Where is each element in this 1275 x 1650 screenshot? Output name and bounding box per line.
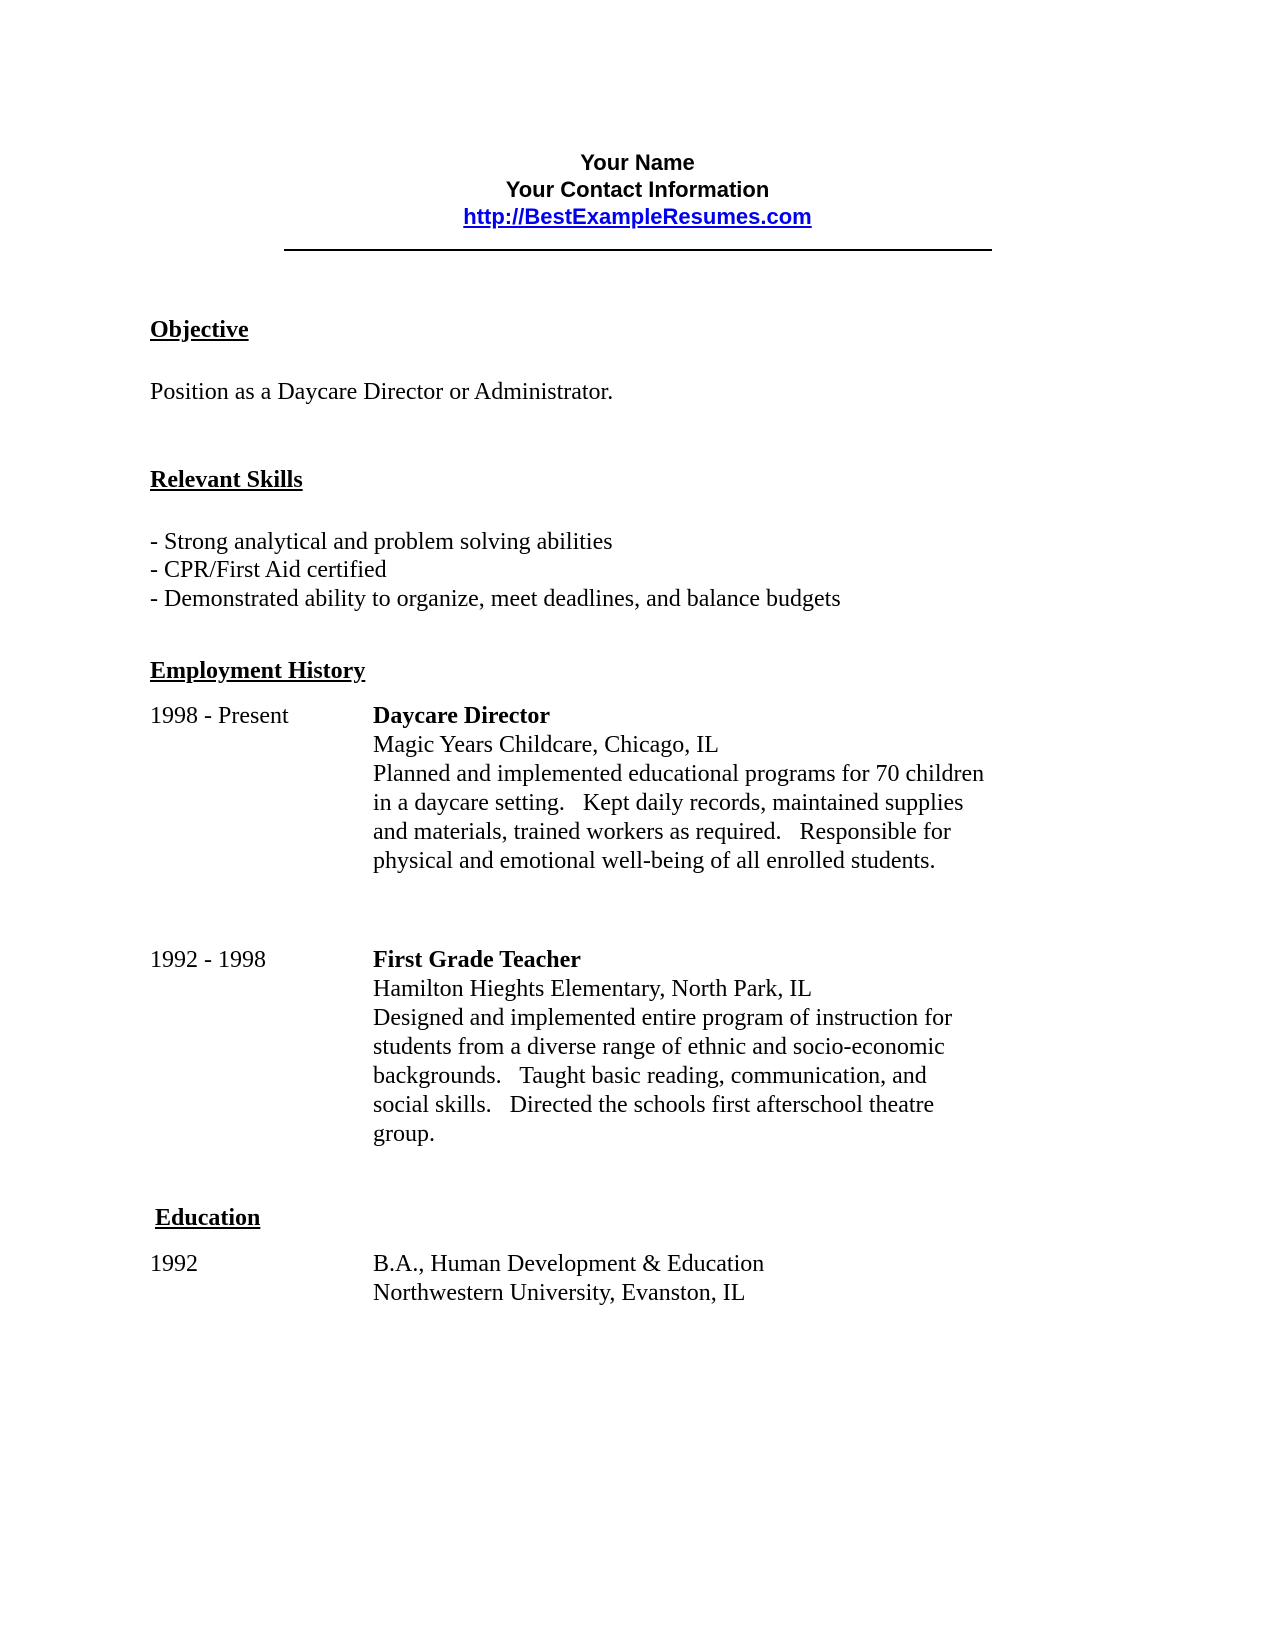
job-title: First Grade Teacher — [373, 947, 581, 973]
job-description-line: backgrounds. Taught basic reading, communication, and — [373, 1063, 927, 1089]
job-description-line: social skills. Directed the schools first afterschool theatre — [373, 1092, 935, 1118]
skill-item: - Demonstrated ability to organize, meet deadlines, and balance budgets — [150, 586, 841, 612]
job-dates: 1992 - 1998 — [150, 947, 266, 973]
job-description-line: Planned and implemented educational programs for 70 children — [373, 761, 985, 787]
education-school: Northwestern University, Evanston, IL — [373, 1280, 746, 1306]
job-employer: Hamilton Hieghts Elementary, North Park, IL — [373, 976, 813, 1002]
job-description-line: students from a diverse range of ethnic and socio-economic — [373, 1034, 945, 1060]
education-year: 1992 — [150, 1251, 198, 1277]
job-employer: Magic Years Childcare, Chicago, IL — [373, 732, 719, 758]
objective-heading: Objective — [150, 317, 249, 343]
job-dates: 1998 - Present — [150, 703, 289, 729]
job-description-line: Designed and implemented entire program of instruction for — [373, 1005, 953, 1031]
job-description-line: and materials, trained workers as required. Responsible for — [373, 819, 951, 845]
objective-text: Position as a Daycare Director or Administrator. — [150, 379, 614, 405]
header-divider — [284, 249, 992, 251]
resume-name: Your Name — [580, 150, 695, 175]
employment-heading: Employment History — [150, 658, 366, 684]
education-heading: Education — [155, 1205, 261, 1231]
job-title: Daycare Director — [373, 703, 551, 729]
education-entry — [373, 1250, 764, 1308]
skill-item: - Strong analytical and problem solving abilities — [150, 529, 613, 555]
job-description-line: in a daycare setting. Kept daily records, maintained supplies — [373, 790, 964, 816]
job-description-line: group. — [373, 1121, 435, 1147]
job-entry — [373, 702, 984, 876]
job-description-line: physical and emotional well-being of all enrolled students. — [373, 848, 936, 874]
website-link-wrapper — [0, 203, 1275, 230]
job-entry — [373, 946, 952, 1149]
contact-information: Your Contact Information — [505, 177, 770, 202]
education-degree: B.A., Human Development & Education — [373, 1251, 765, 1277]
website-link[interactable]: http://BestExampleResumes.com — [463, 204, 812, 229]
skill-item: - CPR/First Aid certified — [150, 557, 387, 583]
skills-heading: Relevant Skills — [150, 467, 303, 493]
